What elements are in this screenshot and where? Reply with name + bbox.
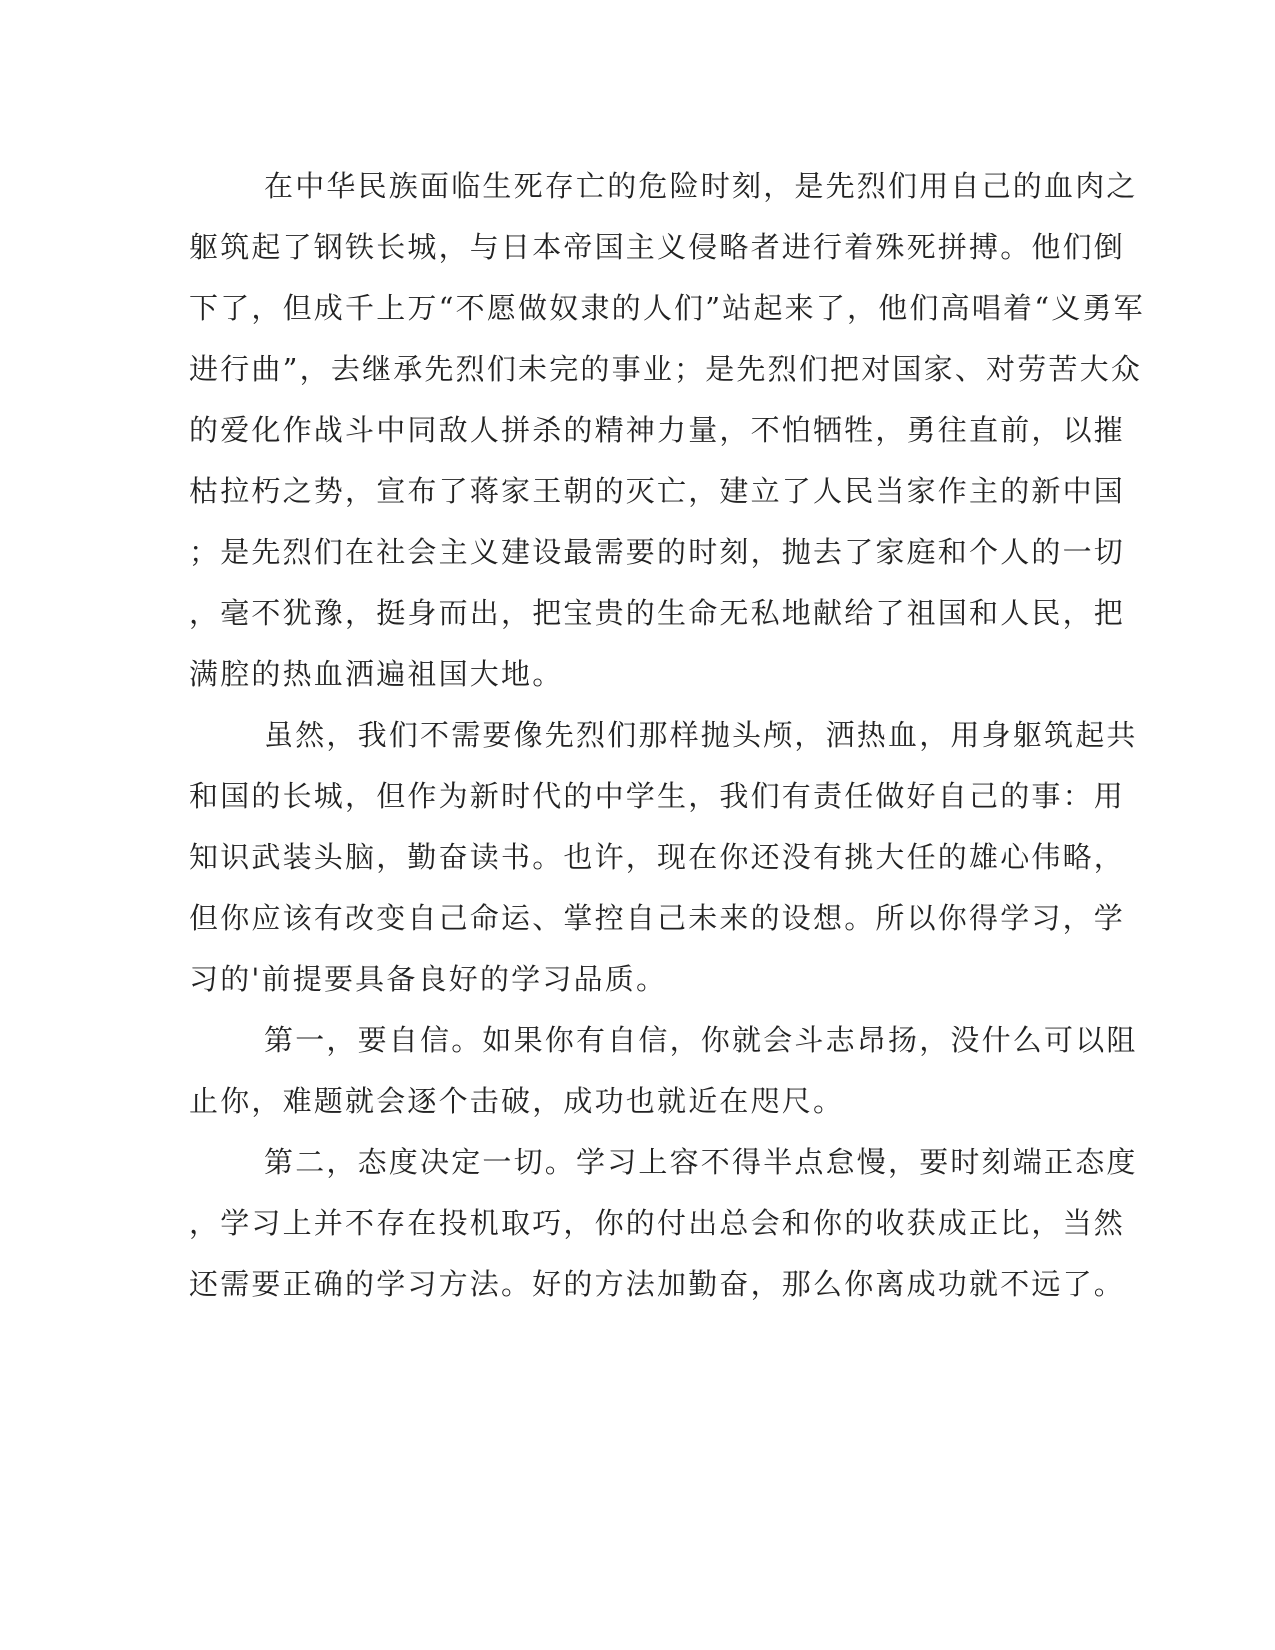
paragraph-4 [189, 1132, 1138, 1315]
paragraph-3 [189, 1010, 1138, 1132]
paragraph-2 [189, 705, 1138, 1010]
text-line: ；是先烈们在社会主义建设最需要的时刻，抛去了家庭和个人的一切 [189, 535, 1126, 569]
text-line: 第一，要自信。如果你有自信，你就会斗志昂扬，没什么可以阻 [264, 1023, 1138, 1057]
paragraph-1 [189, 156, 1145, 705]
text-line: 在中华民族面临生死存亡的危险时刻，是先烈们用自己的血肉之 [264, 169, 1138, 203]
text-line: 躯筑起了钢铁长城，与日本帝国主义侵略者进行着殊死拼搏。他们倒 [189, 230, 1126, 264]
text-line: 第二，态度决定一切。学习上容不得半点怠慢，要时刻端正态度 [264, 1145, 1138, 1179]
text-line: 下了，但成千上万“不愿做奴隶的人们”站起来了，他们高唱着“义勇军 [189, 291, 1145, 325]
text-line: ，毫不犹豫，挺身而出，把宝贵的生命无私地献给了祖国和人民，把 [189, 596, 1126, 630]
text-line: ，学习上并不存在投机取巧，你的付出总会和你的收获成正比，当然 [189, 1206, 1126, 1240]
document-body [189, 156, 1145, 1315]
text-line: 但你应该有改变自己命运、掌控自己未来的设想。所以你得学习，学 [189, 901, 1126, 935]
text-line: 和国的长城，但作为新时代的中学生，我们有责任做好自己的事：用 [189, 779, 1126, 813]
text-line: 的爱化作战斗中同敌人拼杀的精神力量，不怕牺牲，勇往直前，以摧 [189, 413, 1126, 447]
text-line: 枯拉朽之势，宣布了蒋家王朝的灭亡，建立了人民当家作主的新中国 [189, 474, 1126, 508]
text-line: 习的'前提要具备良好的学习品质。 [189, 962, 668, 996]
text-line: 虽然，我们不需要像先烈们那样抛头颅，洒热血，用身躯筑起共 [264, 718, 1138, 752]
text-line: 还需要正确的学习方法。好的方法加勤奋，那么你离成功就不远了。 [189, 1267, 1126, 1301]
text-line: 进行曲”，去继承先烈们未完的事业；是先烈们把对国家、对劳苦大众 [189, 352, 1143, 386]
text-line: 满腔的热血洒遍祖国大地。 [189, 657, 564, 691]
text-line: 止你，难题就会逐个击破，成功也就近在咫尺。 [189, 1084, 845, 1118]
text-line: 知识武装头脑，勤奋读书。也许，现在你还没有挑大任的雄心伟略， [189, 840, 1126, 874]
